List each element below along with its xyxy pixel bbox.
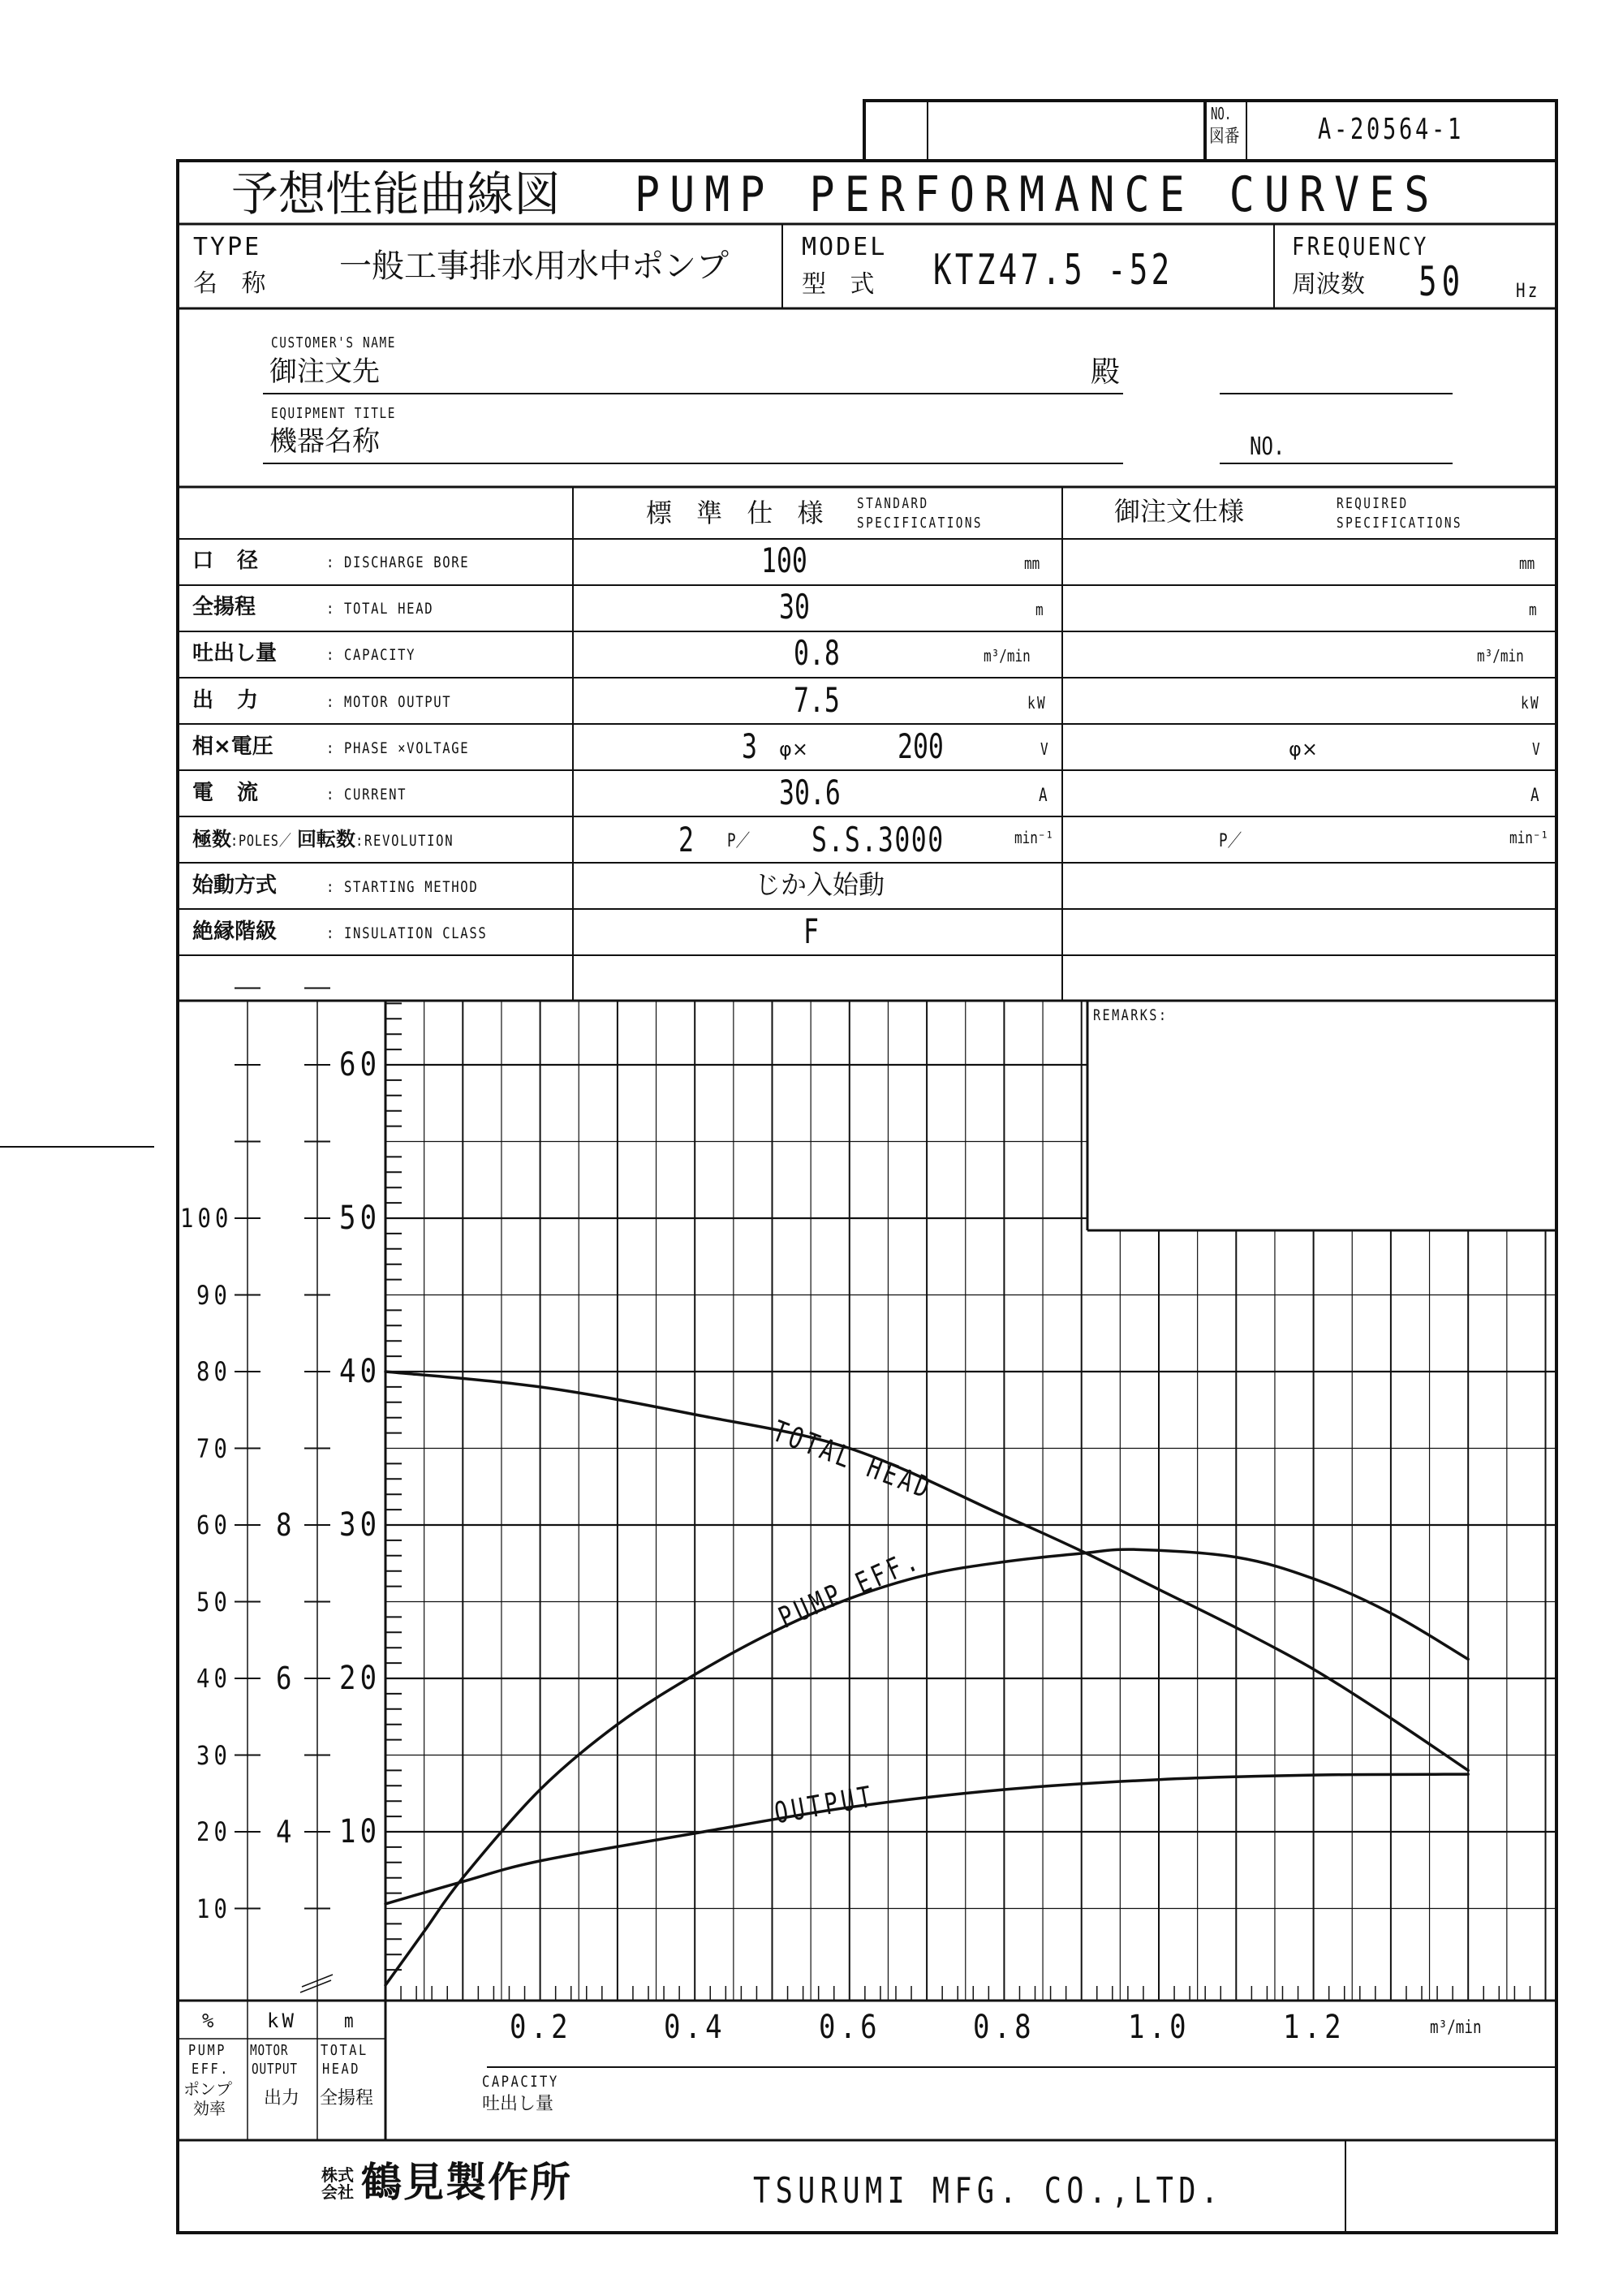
equipment-no-label: NO. [1250, 433, 1285, 461]
head-label-en-1: TOTAL [321, 2042, 368, 2059]
spec-label-jp: 全揚程 [192, 595, 256, 619]
standard-spec-header-en-2: SPECIFICATIONS [857, 515, 983, 532]
eff-unit: % [202, 2010, 214, 2032]
output-tick-label: 8 [276, 1507, 296, 1543]
head-tick-label: 30 [339, 1506, 381, 1544]
spec-label-en: : CURRENT [326, 786, 407, 803]
customer-label-en: CUSTOMER'S NAME [271, 334, 397, 351]
customer-name-field: 御注文先 [269, 355, 380, 388]
eff-tick-label: 100 [180, 1203, 233, 1234]
spec-req-unit: V [1532, 739, 1540, 759]
frequency-unit: Hz [1516, 279, 1540, 302]
capacity-tick-label: 0.2 [509, 2009, 572, 2046]
title-en: PUMP PERFORMANCE CURVES [635, 166, 1440, 223]
spec-label-jp: 絶縁階級 [192, 920, 278, 944]
type-value: 一般工事排水用水中ポンプ [339, 248, 729, 285]
frequency-value: 50 [1419, 258, 1466, 305]
eff-tick-label: 50 [196, 1586, 231, 1618]
spec-std-value: 0.8 [794, 633, 840, 673]
remarks-label: REMARKS: [1093, 1006, 1169, 1024]
eff-label-jp-1: ポンプ [183, 2079, 232, 2099]
eff-label-en-2: EFF. [192, 2061, 230, 2078]
capacity-label-jp: 吐出し量 [482, 2094, 554, 2114]
spec-label-jp: 吐出し量 [192, 641, 278, 666]
spec-std-poles: 2 [678, 820, 694, 859]
spec-label-en: :POLES／ [230, 832, 292, 850]
head-tick-label: 10 [339, 1813, 381, 1850]
spec-std-phase: 3 [742, 726, 757, 766]
eff-tick-label: 80 [196, 1356, 231, 1387]
honorific-label: 殿 [1091, 355, 1121, 389]
spec-std-unit: min⁻¹ [1014, 828, 1054, 847]
spec-label-en: : PHASE ×VOLTAGE [326, 739, 470, 757]
required-spec-header-en-1: REQUIRED [1337, 495, 1409, 512]
output-label-en-1: MOTOR [250, 2042, 289, 2059]
spec-std-unit: V [1040, 739, 1048, 759]
output-label-jp: 出力 [264, 2088, 300, 2109]
spec-std-unit: kW [1027, 693, 1048, 713]
spec-std-value: 30.6 [779, 773, 841, 812]
head-tick-label: 50 [339, 1200, 381, 1237]
company-prefix: 株式会社 [321, 2165, 354, 2202]
capacity-tick-label: 1.2 [1282, 2009, 1345, 2046]
title-jp: 予想性能曲線図 [231, 166, 562, 222]
eff-tick-label: 60 [196, 1510, 231, 1540]
capacity-label-en: CAPACITY [482, 2073, 559, 2091]
annotation-pump-eff: PUMP EFF. [773, 1543, 927, 1635]
capacity-tick-label: 0.8 [973, 2009, 1036, 2046]
output-tick-label: 6 [276, 1661, 296, 1696]
spec-label-jp: 口 径 [192, 549, 259, 573]
drawing-no-label-jp: 図番 [1209, 127, 1240, 147]
output-unit: kW [267, 2010, 297, 2032]
head-tick-label: 20 [339, 1660, 381, 1697]
company-name-en: TSURUMI MFG. CO.,LTD. [753, 2170, 1224, 2212]
spec-label-en: : STARTING METHOD [326, 878, 479, 896]
capacity-unit: m³/min [1430, 2018, 1482, 2038]
spec-req-poles-unit: P／ [1219, 831, 1242, 851]
spec-label-en: : INSULATION CLASS [326, 924, 488, 942]
capacity-tick-label: 0.4 [664, 2009, 726, 2046]
equipment-title-field: 機器名称 [269, 425, 380, 458]
spec-req-phase-symbol: φ× [1289, 738, 1318, 760]
frequency-label-en: FREQUENCY [1292, 233, 1429, 261]
spec-std-revolution: S.S.3000 [812, 820, 945, 859]
spec-std-unit: A [1039, 786, 1048, 806]
capacity-tick-label: 1.0 [1128, 2009, 1190, 2046]
required-spec-header-en-2: SPECIFICATIONS [1337, 515, 1462, 532]
spec-std-value: じか入始動 [755, 869, 885, 900]
standard-spec-header-jp: 標 準 仕 様 [646, 498, 824, 528]
eff-tick-label: 40 [196, 1663, 231, 1694]
spec-std-poles-unit: P／ [727, 831, 751, 851]
spec-std-value: 30 [779, 587, 810, 627]
drawing-number: A-20564-1 [1318, 113, 1465, 146]
spec-std-voltage: 200 [898, 726, 944, 766]
model-label-jp: 型 式 [802, 270, 875, 299]
eff-label-en-1: PUMP [188, 2042, 227, 2059]
frequency-label-jp: 周波数 [1292, 270, 1365, 299]
eff-tick-label: 30 [196, 1739, 231, 1771]
model-label-en: MODEL [802, 233, 888, 261]
type-label-en: TYPE [193, 233, 262, 261]
spec-label-jp: 始動方式 [192, 873, 278, 898]
head-tick-label: 60 [339, 1046, 381, 1083]
spec-std-phase-symbol: φ× [779, 738, 808, 760]
spec-std-value: 7.5 [794, 680, 840, 720]
spec-req-unit: min⁻¹ [1509, 828, 1549, 847]
output-tick-label: 4 [276, 1814, 296, 1850]
spec-label-en: : TOTAL HEAD [326, 600, 434, 618]
equipment-label-en: EQUIPMENT TITLE [271, 405, 397, 422]
spec-req-unit: mm [1519, 554, 1535, 573]
annotation-total-head: TOTAL HEAD [768, 1415, 937, 1506]
head-label-jp: 全揚程 [320, 2088, 374, 2109]
spec-req-unit: m [1529, 600, 1537, 619]
spec-label-jp: 電 流 [192, 781, 259, 805]
spec-req-unit: A [1530, 786, 1539, 806]
eff-tick-label: 90 [196, 1279, 231, 1311]
spec-label-en-2: :REVOLUTION [355, 832, 454, 850]
capacity-tick-label: 0.6 [818, 2009, 881, 2046]
drawing-no-label-en: NO. [1211, 104, 1232, 123]
head-label-en-2: HEAD [322, 2061, 361, 2078]
spec-label-jp: 相×電圧 [192, 734, 273, 759]
head-unit: m [344, 2010, 354, 2032]
spec-label-jp-2: 回転数 [297, 828, 355, 851]
required-spec-header-jp: 御注文仕様 [1114, 496, 1245, 527]
type-label-jp: 名 称 [193, 269, 266, 298]
spec-req-unit: kW [1521, 693, 1541, 713]
annotation-output: OUTPUT [772, 1780, 878, 1831]
eff-tick-label: 10 [196, 1893, 231, 1924]
spec-label-en: : DISCHARGE BORE [326, 554, 470, 571]
spec-std-unit: m³/min [984, 646, 1031, 666]
company-logo-jp: 鶴見製作所 [361, 2159, 572, 2206]
spec-req-unit: m³/min [1477, 646, 1524, 666]
output-label-en-2: OUTPUT [252, 2061, 298, 2078]
spec-label-jp: 出 力 [192, 688, 259, 713]
standard-spec-header-en-1: STANDARD [857, 495, 929, 512]
head-tick-label: 40 [339, 1353, 381, 1390]
spec-std-value: 100 [761, 541, 807, 580]
spec-label-en: : MOTOR OUTPUT [326, 693, 452, 711]
spec-std-unit: m [1035, 600, 1044, 619]
spec-std-value: F [803, 911, 819, 951]
eff-tick-label: 70 [196, 1432, 231, 1464]
spec-label-jp: 極数 [192, 828, 231, 851]
spec-label-en: : CAPACITY [326, 646, 416, 664]
spec-std-unit: mm [1024, 554, 1040, 573]
eff-tick-label: 20 [196, 1816, 231, 1847]
model-value: KTZ47.5 -52 [933, 246, 1173, 295]
eff-label-jp-2: 効率 [193, 2099, 226, 2118]
